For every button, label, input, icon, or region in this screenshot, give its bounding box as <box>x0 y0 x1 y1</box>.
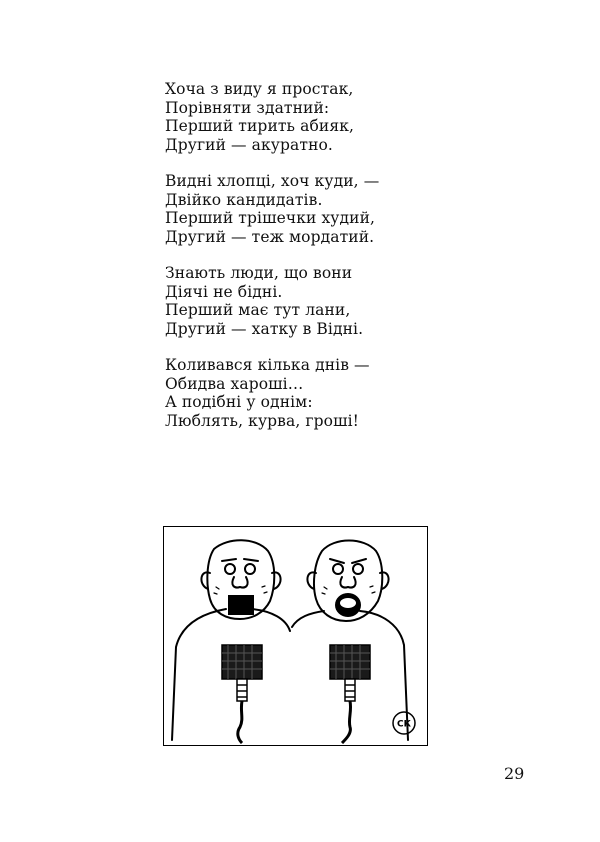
cartoon-illustration <box>163 526 428 746</box>
poem-line: Двійко кандидатів. <box>165 190 323 209</box>
cartoon-drawing <box>164 527 426 744</box>
right-man-eye <box>353 564 363 574</box>
right-man-eye <box>333 564 343 574</box>
poem-line: Хоча з виду я простак, <box>165 80 354 98</box>
left-man-mouth <box>228 595 254 615</box>
poem-line: Другий — теж мордатий. <box>165 227 375 246</box>
poem-line: Коливався кілька днів — <box>165 356 370 374</box>
left-man-eye <box>225 564 235 574</box>
poem-line: Порівняти здатний: <box>165 98 330 117</box>
poem-line: А подібні у однім: <box>165 393 313 411</box>
stanza-3 <box>165 264 465 338</box>
left-man-nose <box>232 577 247 588</box>
left-man-eye <box>245 564 255 574</box>
page-number: 29 <box>504 764 525 783</box>
artist-signature-text: СК <box>397 719 411 730</box>
poem-line: Видні хлопці, хоч куди, — <box>165 172 380 190</box>
poem-line: Діячі не бідні. <box>165 282 283 301</box>
poem-line: Знають люди, що вони <box>165 264 353 282</box>
poem-line: Люблять, курва, гроші! <box>165 411 359 430</box>
poem-line: Перший тирить абияк, <box>165 117 355 135</box>
poem-line: Обидва хароші… <box>165 374 304 393</box>
stanza-2 <box>165 172 465 246</box>
stanza-4 <box>165 356 465 430</box>
left-man-ear-left <box>201 572 210 589</box>
poem-line: Другий — хатку в Відні. <box>165 319 364 338</box>
left-microphone <box>222 645 262 743</box>
stanza-1 <box>165 80 465 154</box>
right-microphone <box>330 645 370 743</box>
artist-signature <box>393 712 415 734</box>
poem-line: Другий — акуратно. <box>165 135 333 154</box>
poem <box>165 80 465 448</box>
poem-line: Перший трішечки худий, <box>165 209 376 227</box>
poem-line: Перший має тут лани, <box>165 301 351 319</box>
right-man-nose <box>340 577 355 588</box>
